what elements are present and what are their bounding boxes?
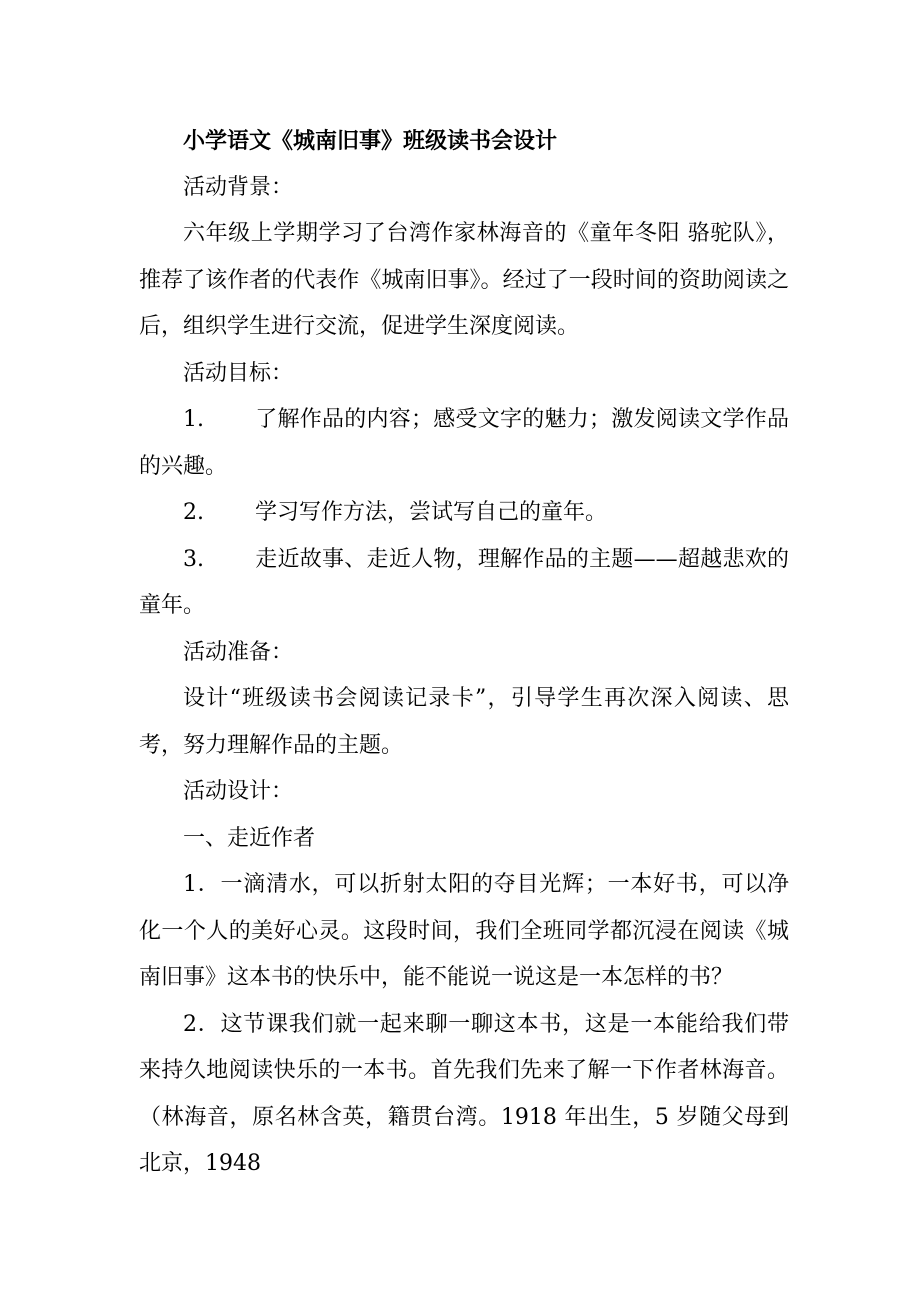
- goal-item-3-text: 走近故事、走近人物，理解作品的主题——超越悲欢的童年。: [139, 546, 789, 618]
- goal-item-2-text: 学习写作方法，尝试写自己的童年。: [255, 500, 608, 525]
- goal-item-2-number: 2.: [183, 500, 204, 525]
- goal-item-3: [139, 537, 789, 630]
- goal-item-1-number: 1.: [183, 407, 204, 432]
- goals-heading: 活动目标：: [183, 360, 294, 386]
- goal-item-2: [139, 490, 789, 537]
- background-paragraph: 六年级上学期学习了台湾作家林海音的《童年冬阳 骆驼队》，推荐了该作者的代表作《城南旧事》。经过了一段时间的资助阅读之后，组织学生进行交流，促进学生深度阅读。: [139, 221, 789, 339]
- prep-paragraph: 设计“班级读书会阅读记录卡”，引导学生再次深入阅读、思考，努力理解作品的主题。: [139, 686, 789, 758]
- document-body: [139, 118, 789, 1188]
- document-title: 小学语文《城南旧事》班级读书会设计: [183, 128, 558, 154]
- design-paragraph-1: 1．一滴清水，可以折射太阳的夺目光辉；一本好书，可以净化一个人的美好心灵。这段时间，我们全班同学都沉浸在阅读《城南旧事》这本书的快乐中，能不能说一说这是一本怎样的书？: [139, 872, 789, 990]
- design-heading: 活动设计：: [183, 779, 294, 804]
- goal-item-1: [139, 397, 789, 490]
- goal-item-1-text: 了解作品的内容；感受文字的魅力；激发阅读文学作品的兴趣。: [139, 407, 789, 479]
- goal-item-3-number: 3.: [183, 546, 204, 572]
- part1-heading: 一、走近作者: [183, 825, 316, 851]
- background-heading: 活动背景：: [183, 174, 294, 200]
- prep-heading: 活动准备：: [183, 639, 294, 665]
- design-paragraph-2: 2．这节课我们就一起来聊一聊这本书，这是一本能给我们带来持久地阅读快乐的一本书。首先我们先来了解一下作者林海音。（林海音，原名林含英，籍贯台湾。1918 年出生，5 岁随父母到北京，1948: [139, 1011, 789, 1176]
